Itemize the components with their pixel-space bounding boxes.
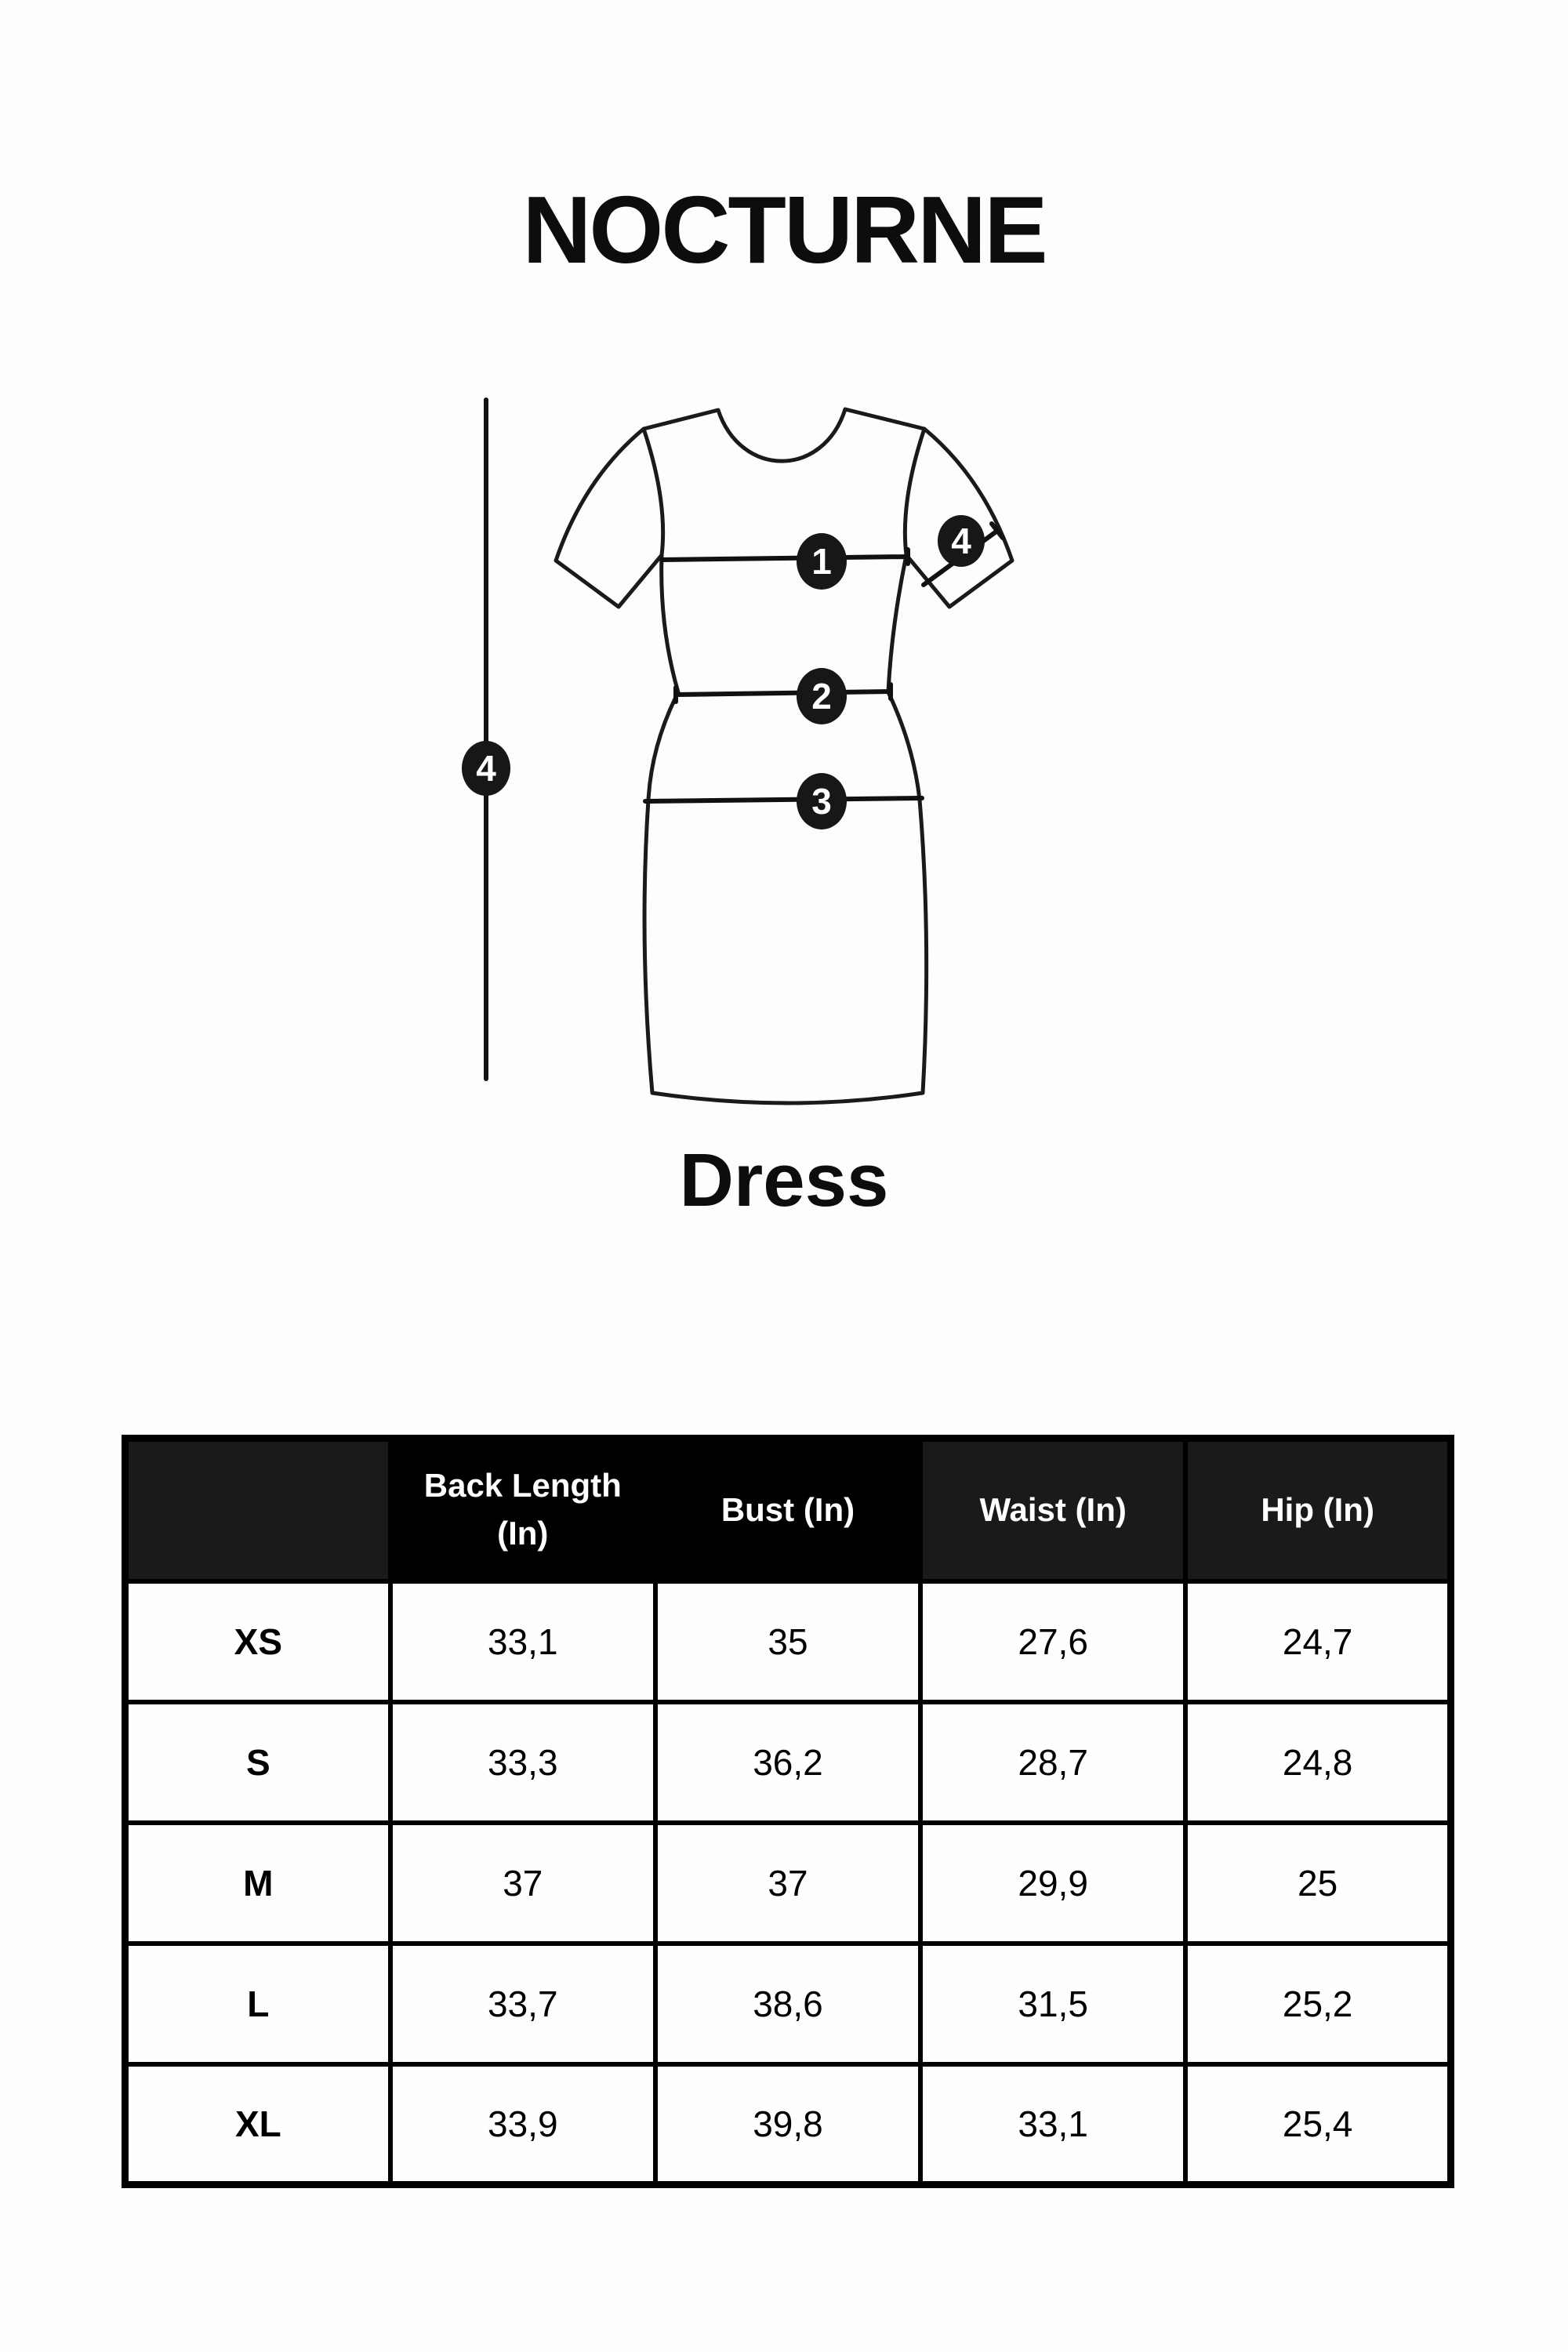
waist-line <box>676 691 891 695</box>
m-bust: 37 <box>655 1823 920 1944</box>
header-cell-waist: Waist (In) <box>920 1439 1185 1581</box>
s-bust: 36,2 <box>655 1702 920 1823</box>
table-row-xs <box>125 1581 1451 1702</box>
dress-outline <box>556 409 1012 1103</box>
xl-back-length: 33,9 <box>390 2064 655 2185</box>
bust-line <box>662 557 908 560</box>
marker-1-bust-number: 1 <box>811 541 832 582</box>
xs-hip: 24,7 <box>1185 1581 1450 1702</box>
xl-bust: 39,8 <box>655 2064 920 2185</box>
table-row-xl <box>125 2064 1451 2185</box>
s-waist: 28,7 <box>920 1702 1185 1823</box>
l-back-length: 33,7 <box>390 1944 655 2064</box>
l-bust: 38,6 <box>655 1944 920 2064</box>
m-hip: 25 <box>1185 1823 1450 1944</box>
size-label-xs: XS <box>125 1581 390 1702</box>
size-label-s: S <box>125 1702 390 1823</box>
size-chart-header <box>125 1439 1451 1581</box>
xs-bust: 35 <box>655 1581 920 1702</box>
header-cell-hip: Hip (In) <box>1185 1439 1450 1581</box>
header-cell-back-length: Back Length (In) <box>390 1439 655 1581</box>
marker-3-hip-number: 3 <box>811 781 832 822</box>
l-hip: 25,2 <box>1185 1944 1450 2064</box>
m-back-length: 37 <box>390 1823 655 1944</box>
dress-measurement-diagram <box>439 376 1129 1113</box>
table-row-s <box>125 1702 1451 1823</box>
marker-2-waist-number: 2 <box>811 676 832 717</box>
brand-title: NOCTURNE <box>522 176 1046 283</box>
size-label-m: M <box>125 1823 390 1944</box>
size-label-l: L <box>125 1944 390 2064</box>
xs-waist: 27,6 <box>920 1581 1185 1702</box>
table-row-m <box>125 1823 1451 1944</box>
m-waist: 29,9 <box>920 1823 1185 1944</box>
marker-4-sleeve-number: 4 <box>951 521 971 561</box>
size-chart-body <box>125 1581 1451 2185</box>
right-armhole-seam <box>905 429 924 555</box>
s-back-length: 33,3 <box>390 1702 655 1823</box>
xl-hip: 25,4 <box>1185 2064 1450 2185</box>
xs-back-length: 33,1 <box>390 1581 655 1702</box>
xl-waist: 33,1 <box>920 2064 1185 2185</box>
dress-sketch-svg <box>439 376 1129 1113</box>
size-chart-table <box>122 1435 1454 2188</box>
diagram-caption: Dress <box>679 1138 889 1222</box>
size-label-xl: XL <box>125 2064 390 2185</box>
header-cell-size <box>125 1439 390 1581</box>
header-row <box>125 1439 1451 1581</box>
l-waist: 31,5 <box>920 1944 1185 2064</box>
hip-line <box>645 798 922 801</box>
header-cell-bust: Bust (In) <box>655 1439 920 1581</box>
marker-4-back-length-number: 4 <box>476 748 496 789</box>
s-hip: 24,8 <box>1185 1702 1450 1823</box>
table-row-l <box>125 1944 1451 2064</box>
left-armhole-seam <box>644 429 663 555</box>
